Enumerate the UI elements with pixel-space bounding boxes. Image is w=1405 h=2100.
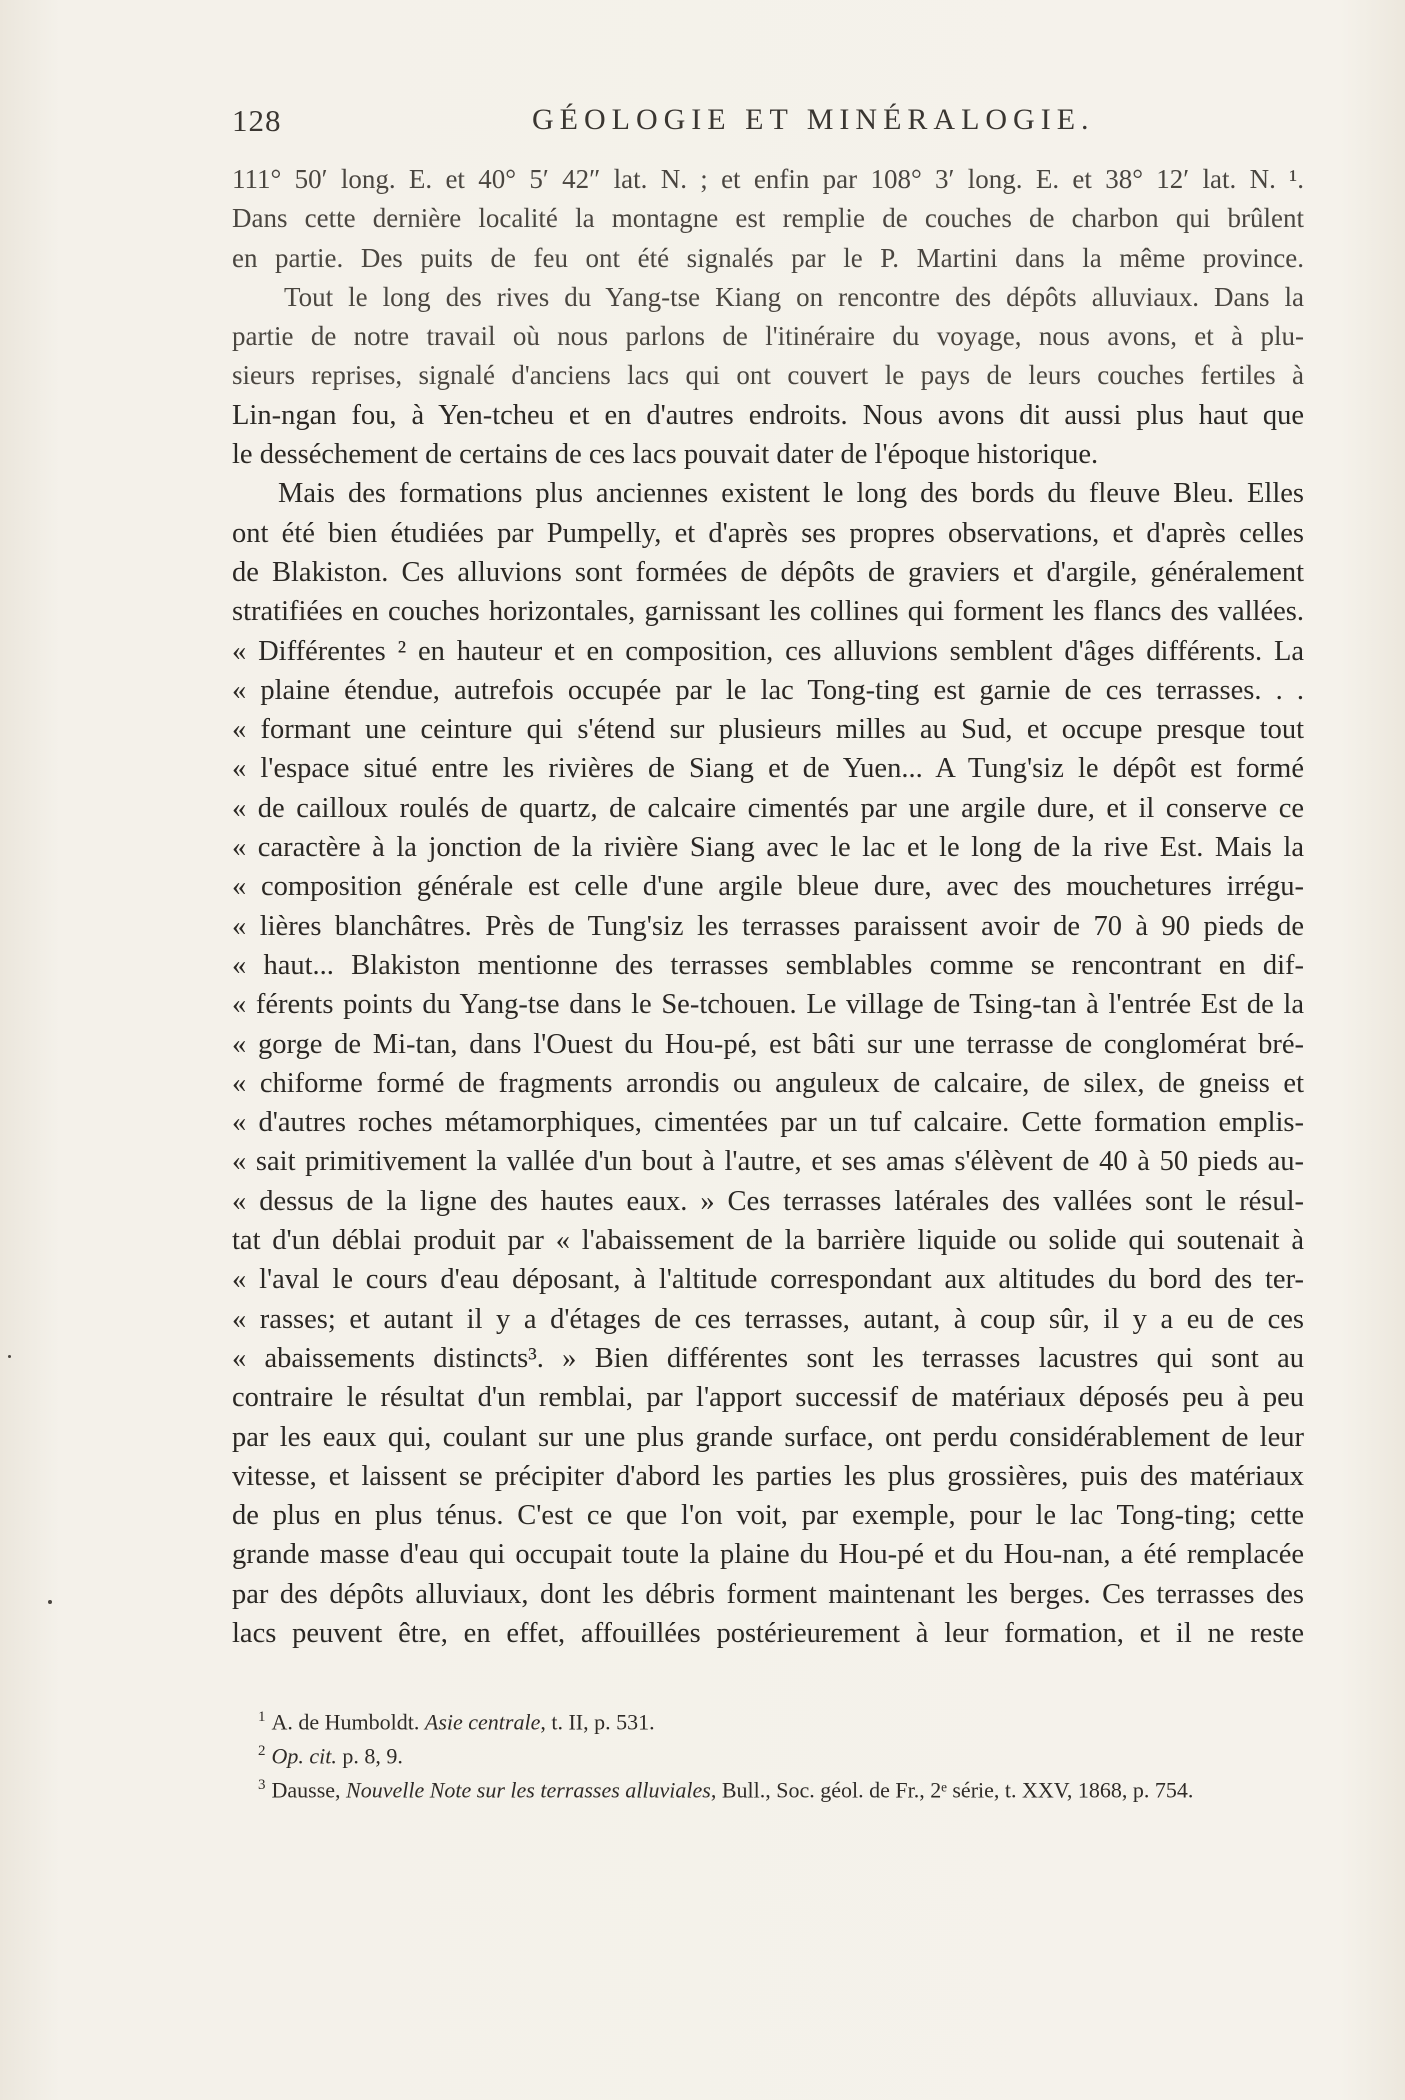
paper-speck (48, 1600, 52, 1604)
text-line: « gorge de Mi-tan, dans l'Ouest du Hou-pé, est bâti sur une terrasse de conglomérat bré- (232, 1028, 1304, 1060)
text-line: « Différentes ² en hauteur et en composition, ces alluvions semblent d'âges différents. La (232, 635, 1304, 667)
body-text (232, 160, 1304, 1653)
text-line: en partie. Des puits de feu ont été signalés par le P. Martini dans la même province. (232, 242, 1304, 273)
footnote-text: , Bull., Soc. géol. de Fr., 2ᵉ série, t. XXV, 1868, p. 754. (710, 1777, 1194, 1803)
text-line: « l'aval le cours d'eau déposant, à l'altitude correspondant aux altitudes du bord des ter- (232, 1264, 1304, 1296)
footnote-text: A. de Humboldt. (271, 1709, 425, 1735)
footnote-title: Asie centrale (424, 1709, 541, 1735)
paper-speck (8, 1355, 11, 1358)
footnote (232, 1734, 1304, 1768)
text-line: par les eaux qui, coulant sur une plus grande surface, ont perdu considérablement de leur (232, 1421, 1304, 1453)
text-line: « formant une ceinture qui s'étend sur plusieurs milles au Sud, et occupe presque tout (232, 714, 1304, 746)
text-line: « lières blanchâtres. Près de Tung'siz les terrasses paraissent avoir de 70 à 90 pieds de (232, 910, 1304, 942)
text-line: ont été bien étudiées par Pumpelly, et d'après ses propres observations, et d'après celles (232, 517, 1304, 549)
text-line: contraire le résultat d'un remblai, par l'apport successif de matériaux déposés peu à peu (232, 1382, 1304, 1414)
footnote-text: p. 8, 9. (336, 1743, 403, 1769)
text-line: « chiforme formé de fragments arrondis ou anguleux de calcaire, de silex, de gneiss et (232, 1067, 1304, 1099)
text-line: partie de notre travail où nous parlons de l'itinéraire du voyage, nous avons, et à plu- (232, 321, 1304, 352)
footnote-title: Op. cit. (271, 1743, 337, 1769)
text-line: « rasses; et autant il y a d'étages de ces terrasses, autant, à coup sûr, il y a eu de ces (232, 1303, 1304, 1335)
text-line: « abaissements distincts³. » Bien différentes sont les terrasses lacustres qui sont au (232, 1342, 1304, 1374)
text-line: « d'autres roches métamorphiques, cimentées par un tuf calcaire. Cette formation emplis- (232, 1107, 1304, 1139)
text-line: « haut... Blakiston mentionne des terrasses semblables comme se rencontrant en dif- (232, 949, 1304, 981)
text-line: Lin-ngan fou, à Yen-tcheu et en d'autres endroits. Nous avons dit aussi plus haut que (232, 399, 1304, 431)
text-line: tat d'un déblai produit par « l'abaissement de la barrière liquide ou solide qui soutenait à (232, 1225, 1304, 1257)
text-line: de plus en plus ténus. C'est ce que l'on voit, par exemple, pour le lac Tong-ting; cette (232, 1500, 1304, 1532)
text-line: Tout le long des rives du Yang-tse Kiang on rencontre des dépôts alluviaux. Dans la (284, 281, 1304, 312)
text-line: de Blakiston. Ces alluvions sont formées de dépôts de graviers et d'argile, généralement (232, 556, 1304, 588)
text-line: « l'espace situé entre les rivières de Siang et de Yuen... A Tung'siz le dépôt est formé (232, 753, 1304, 785)
text-line: sieurs reprises, signalé d'anciens lacs qui ont couvert le pays de leurs couches fertiles à (232, 360, 1304, 391)
text-line: vitesse, et laissent se précipiter d'abord les parties les plus grossières, puis des matériaux (232, 1460, 1304, 1492)
footnote-marker: 2 (258, 1743, 266, 1759)
page-number: 128 (232, 103, 282, 138)
page-header (232, 103, 1304, 143)
text-line: grande masse d'eau qui occupait toute la plaine du Hou-pé et du Hou-nan, a été remplacée (232, 1539, 1304, 1571)
text-line: « sait primitivement la vallée d'un bout à l'autre, et ses amas s'élèvent de 40 à 50 pieds au- (232, 1146, 1304, 1178)
footnote-marker: 3 (258, 1777, 266, 1793)
text-line: « dessus de la ligne des hautes eaux. » Ces terrasses latérales des vallées sont le résul- (232, 1185, 1304, 1217)
text-line: « caractère à la jonction de la rivière Siang avec le lac et le long de la rive Est. Mais la (232, 832, 1304, 864)
text-line: par des dépôts alluviaux, dont les débris forment maintenant les berges. Ces terrasses des (232, 1578, 1304, 1610)
text-line: « plaine étendue, autrefois occupée par le lac Tong-ting est garnie de ces terrasses. . . (232, 674, 1304, 706)
text-line: 111° 50′ long. E. et 40° 5′ 42″ lat. N. ; et enfin par 108° 3′ long. E. et 38° 12′ lat. N. ¹. (232, 164, 1304, 194)
text-line: « de cailloux roulés de quartz, de calcaire cimentés par une argile dure, et il conserve ce (232, 792, 1304, 824)
running-title: GÉOLOGIE ET MINÉRALOGIE. (532, 103, 1095, 136)
text-line: le desséchement de certains de ces lacs pouvait dater de l'époque historique. (232, 439, 1099, 471)
text-line: lacs peuvent être, en effet, affouillées postérieurement à leur formation, et il ne reste (232, 1617, 1304, 1649)
footnote-text: , t. II, p. 531. (540, 1709, 655, 1735)
text-line: « composition générale est celle d'une argile bleue dure, avec des mouchetures irrégu- (232, 871, 1304, 903)
footnote (232, 1768, 1304, 1802)
footnote-title: Nouvelle Note sur les terrasses alluviales (346, 1777, 711, 1803)
text-line: stratifiées en couches horizontales, garnissant les collines qui forment les flancs des vallées. (232, 596, 1304, 628)
text-line: Mais des formations plus anciennes existent le long des bords du fleuve Bleu. Elles (278, 478, 1304, 510)
text-line: « férents points du Yang-tse dans le Se-tchouen. Le village de Tsing-tan à l'entrée Est de la (232, 989, 1304, 1021)
text-line: Dans cette dernière localité la montagne est remplie de couches de charbon qui brûlent (232, 203, 1304, 234)
footnote (232, 1700, 1304, 1734)
footnote-marker: 1 (258, 1709, 266, 1725)
footnotes (232, 1700, 1304, 1802)
footnote-text: Dausse, (271, 1777, 347, 1803)
